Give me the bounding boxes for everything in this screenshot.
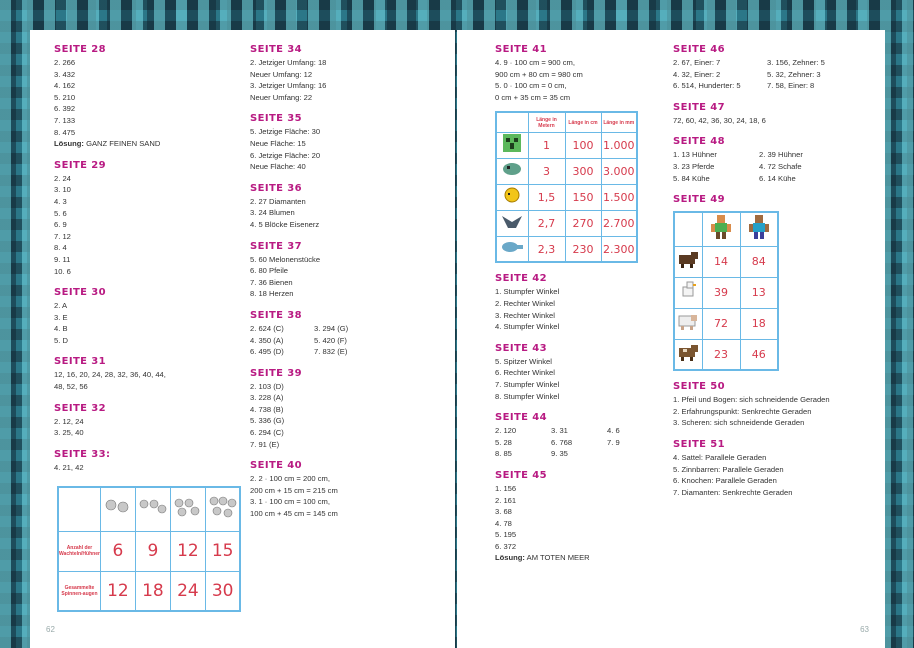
cell: 12 (100, 571, 135, 611)
answer-line: 7. 133 (54, 115, 76, 125)
cell: 14 (702, 246, 740, 277)
answer-line: 5. 210 (54, 92, 76, 102)
table-row (496, 158, 637, 184)
squid-icon (496, 236, 528, 262)
section (495, 273, 670, 332)
cow-icon (674, 246, 702, 277)
table-row (674, 339, 778, 370)
answer-line: 1. Pfeil und Bogen: sich schneidende Geraden (673, 395, 830, 405)
answer-line: 6. 495 (D) (250, 347, 284, 357)
section-title: SEITE 41 (495, 44, 548, 55)
answer-line: 8. 18 Herzen (250, 289, 294, 299)
cell: 1,5 (528, 184, 565, 210)
answer-line: 5. Zinnbarren: Parallele Geraden (673, 464, 784, 474)
answer-line: 7. Stumpfer Winkel (495, 379, 560, 389)
header-meters: Länge in Metern (528, 112, 565, 132)
answer-line: 4. 350 (A) (250, 335, 284, 345)
section-title: SEITE 42 (495, 273, 548, 285)
cell: 1.000 (601, 132, 637, 158)
answer-line: 6. Jetzige Fläche: 20 (250, 150, 321, 160)
answer-line: Neuer Umfang: 22 (250, 92, 313, 102)
table-row (496, 184, 637, 210)
section (250, 241, 445, 300)
answer-line: 2. Jetziger Umfang: 18 (250, 58, 327, 67)
answer-line: 6. Rechter Winkel (495, 368, 555, 378)
section-title: SEITE 36 (250, 182, 303, 194)
answer-line: 7. 832 (E) (314, 347, 348, 357)
section (495, 343, 670, 402)
sheep-icon (674, 308, 702, 339)
cell: 2.300 (601, 236, 637, 262)
answer-line: 4. 5 Blöcke Eisenerz (250, 219, 320, 229)
section-title: SEITE 45 (495, 469, 548, 481)
answer-line: 9. 35 (551, 449, 568, 459)
answer-line: 2. 103 (D) (250, 381, 284, 391)
right-column-2 (673, 44, 878, 508)
cell: 300 (565, 158, 601, 184)
table-row (496, 210, 637, 236)
answer-line: 2. 27 Diamanten (250, 196, 306, 206)
answer-line: 8. Stumpfer Winkel (495, 391, 560, 401)
answer-line: 6. Knochen: Parallele Geraden (673, 476, 777, 486)
section-title: SEITE 47 (673, 101, 726, 113)
answer-line: 3. 31 (551, 426, 568, 436)
answer-line: 5. Spitzer Winkel (495, 356, 552, 366)
cell: 2,7 (528, 210, 565, 236)
solution-text: GANZ FEINEN SAND (83, 139, 161, 149)
table-row (674, 308, 778, 339)
section-title: SEITE 28 (54, 44, 107, 55)
section-title: SEITE 32 (54, 402, 107, 414)
answer-line: 4. 32, Einer: 2 (673, 69, 721, 79)
section-title: SEITE 51 (673, 438, 726, 450)
cell: 18 (135, 571, 170, 611)
zombie-fish-icon (496, 158, 528, 184)
answer-line: 5. 195 (495, 530, 517, 540)
cell: 1 (528, 132, 565, 158)
left-column-1 (54, 44, 234, 483)
answer-line: 2. A (54, 301, 68, 311)
answer-line: 3. 24 Blumen (250, 208, 295, 218)
answer-line: 2. Rechter Winkel (495, 298, 555, 308)
pufferfish-icon (496, 184, 528, 210)
section-title: SEITE 46 (673, 44, 726, 55)
left-page (30, 30, 455, 648)
cell: 12 (170, 531, 205, 571)
seite-46 (673, 44, 878, 92)
cell: 39 (702, 277, 740, 308)
left-column-2 (250, 44, 445, 530)
section (54, 287, 234, 346)
cell: 6 (100, 531, 135, 571)
answer-line: 3. 68 (495, 507, 512, 517)
right-column-1 (495, 44, 670, 574)
answer-line: 5. 28 (495, 437, 512, 447)
seite-47 (673, 102, 878, 127)
cell: 23 (702, 339, 740, 370)
answer-line: Neue Fläche: 40 (250, 162, 306, 172)
answer-line: 1. 156 (495, 483, 517, 493)
answer-line: 4. 162 (54, 81, 76, 91)
answer-line: 2. 624 (C) (250, 323, 284, 333)
answer-line: 3. 156, Zehner: 5 (767, 58, 825, 67)
answer-line: 200 cm + 15 cm = 215 cm (250, 485, 338, 495)
answer-line: 5. 32, Zehner: 3 (767, 69, 821, 79)
seite-41-table (495, 111, 670, 263)
cell: 72 (702, 308, 740, 339)
answer-line: 9. 11 (54, 254, 71, 264)
table-row (674, 277, 778, 308)
section-title: SEITE 29 (54, 159, 107, 171)
answer-line: 7. 58, Einer: 8 (767, 81, 815, 91)
answer-line: 10. 6 (54, 266, 71, 276)
seite-44 (495, 412, 670, 460)
cell: 100 (565, 132, 601, 158)
cell: 15 (205, 531, 240, 571)
answer-line: 4. 738 (B) (250, 404, 284, 414)
answer-line: 3. Jetziger Umfang: 16 (250, 81, 327, 91)
answer-line: 4. 21, 42 (54, 462, 84, 472)
answer-line: 6. 80 Pfeile (250, 266, 288, 276)
section-title: SEITE 34 (250, 44, 303, 55)
section (250, 183, 445, 231)
answer-line: 2. 24 (54, 173, 71, 183)
seite-33-table (57, 486, 241, 612)
cell: 1.500 (601, 184, 637, 210)
answer-line: 2. 67, Einer: 7 (673, 58, 721, 67)
section (673, 381, 878, 429)
chickens-4-icon (205, 487, 240, 531)
answer-line: 5. 420 (F) (314, 335, 347, 345)
section (54, 403, 234, 439)
right-page (457, 30, 885, 648)
answer-line: 2. 39 Hühner (759, 150, 803, 160)
answer-line: 4. 3 (54, 196, 67, 206)
answer-line: 3. 228 (A) (250, 393, 284, 403)
section (250, 44, 445, 103)
answer-line: 3. Rechter Winkel (495, 310, 555, 320)
answer-line: 100 cm + 45 cm = 145 cm (250, 509, 338, 519)
cell: 3.000 (601, 158, 637, 184)
section-title: SEITE 35 (250, 113, 303, 125)
answer-line: 8. 475 (54, 127, 76, 137)
answer-line: 6. 768 (551, 437, 573, 447)
cell: 9 (135, 531, 170, 571)
section (54, 356, 234, 392)
page-number: 63 (860, 625, 869, 634)
answer-line: 2. Erfahrungspunkt: Senkrechte Geraden (673, 406, 812, 416)
answer-line: 3. 1 · 100 cm = 100 cm, (250, 497, 330, 507)
answer-line: 3. 23 Pferde (673, 161, 715, 171)
solution-label: Lösung: (495, 553, 525, 563)
seite-48 (673, 136, 878, 184)
answer-line: 4. 9 · 100 cm = 900 cm, (495, 58, 575, 67)
section-title: SEITE 48 (673, 136, 726, 148)
cell: 18 (740, 308, 778, 339)
answer-line: 1. Stumpfer Winkel (495, 287, 560, 297)
answer-line: 4. 78 (495, 518, 512, 528)
answer-line: 7. Diamanten: Senkrechte Geraden (673, 487, 793, 497)
answer-line: 5. 6 (54, 208, 67, 218)
answer-line: 3. 294 (G) (314, 323, 349, 333)
answer-line: 900 cm + 80 cm = 980 cm (495, 69, 583, 79)
solution-line (54, 138, 234, 150)
answer-line: 3. E (54, 312, 68, 322)
answer-line: 2. 2 · 100 cm = 200 cm, (250, 474, 330, 484)
answer-line: 2. 161 (495, 495, 517, 505)
answer-line: 3. 432 (54, 69, 76, 79)
answer-line: 2. 266 (54, 58, 76, 67)
section-title: SEITE 30 (54, 287, 107, 299)
answer-line: 7. 36 Bienen (250, 277, 293, 287)
answer-line: 2. 12, 24 (54, 416, 84, 426)
answer-line: 5. D (54, 335, 68, 345)
table-row (496, 132, 637, 158)
section (250, 368, 445, 451)
cell: 30 (205, 571, 240, 611)
answer-line: 5. Jetzige Fläche: 30 (250, 127, 321, 137)
answer-line: 5. 336 (G) (250, 416, 285, 426)
answer-line: 8. 4 (54, 243, 67, 253)
section-title: SEITE 49 (673, 194, 726, 206)
section-title: SEITE 31 (54, 356, 107, 368)
cell: 270 (565, 210, 601, 236)
seite-38 (250, 310, 445, 358)
section (54, 449, 234, 474)
table-row (496, 236, 637, 262)
section-title: SEITE 38 (250, 309, 303, 321)
answer-line: 3. 10 (54, 185, 71, 195)
answer-line: 48, 52, 56 (54, 382, 88, 392)
section (673, 439, 878, 498)
answer-line: 8. 85 (495, 449, 512, 459)
answer-line: 6. 294 (C) (250, 428, 284, 438)
answer-line: 6. 392 (54, 104, 76, 114)
chicken-icon (674, 277, 702, 308)
table-row (674, 246, 778, 277)
answer-line: 72, 60, 42, 36, 30, 24, 18, 6 (673, 115, 766, 125)
solution-line (495, 552, 670, 564)
seite-45 (495, 470, 670, 564)
answer-line: Neuer Umfang: 12 (250, 69, 313, 79)
cell: 84 (740, 246, 778, 277)
answer-line: 6. 514, Hunderter: 5 (673, 81, 741, 91)
chickens-1-icon (100, 487, 135, 531)
answer-line: 7. 12 (54, 231, 71, 241)
cell: 2.700 (601, 210, 637, 236)
seite-41 (495, 44, 670, 103)
cell: 3 (528, 158, 565, 184)
header-mm: Länge in mm (601, 112, 637, 132)
chickens-2-icon (135, 487, 170, 531)
section-title: SEITE 44 (495, 412, 548, 424)
section-title: SEITE 40 (250, 460, 303, 472)
cell: 13 (740, 277, 778, 308)
page-number: 62 (46, 625, 55, 634)
answer-line: 7. 9 (607, 437, 620, 447)
answer-line: 2. 120 (495, 426, 517, 436)
section (250, 460, 445, 519)
answer-line: 5. 84 Kühe (673, 173, 710, 183)
section-title: SEITE 43 (495, 342, 548, 354)
answer-line: Neue Fläche: 15 (250, 138, 306, 148)
cell: 24 (170, 571, 205, 611)
answer-line: 3. Scheren: sich schneidende Geraden (673, 418, 805, 428)
answer-line: 5. 60 Melonenstücke (250, 254, 321, 264)
cell: 46 (740, 339, 778, 370)
section-title: SEITE 50 (673, 381, 726, 393)
steve-character-icon (740, 212, 778, 246)
answer-line: 4. Stumpfer Winkel (495, 322, 560, 332)
phantom-icon (496, 210, 528, 236)
alex-character-icon (702, 212, 740, 246)
cell: 150 (565, 184, 601, 210)
answer-line: 4. 6 (607, 426, 620, 436)
cell: 2,3 (528, 236, 565, 262)
answer-line: 4. Sattel: Parallele Geraden (673, 452, 767, 462)
seite-49 (673, 194, 878, 371)
solution-label: Lösung: (54, 139, 84, 149)
answer-line: 0 cm + 35 cm = 35 cm (495, 92, 571, 102)
chickens-3-icon (170, 487, 205, 531)
answer-line: 4. B (54, 324, 68, 334)
cell: 230 (565, 236, 601, 262)
header-cm: Länge in cm (565, 112, 601, 132)
answer-line: 7. 91 (E) (250, 439, 280, 449)
answer-line: 6. 14 Kühe (759, 173, 796, 183)
section-title: SEITE 39 (250, 367, 303, 379)
answer-line: 3. 25, 40 (54, 428, 84, 438)
row-label-spider-eyes: Gesammelte Spinnen-augen (58, 571, 100, 611)
section-title: SEITE 33: (54, 448, 111, 460)
section-title: SEITE 37 (250, 240, 303, 252)
row-label-chickens: Anzahl der Wachteln/Hühner (58, 531, 100, 571)
brown-cow-icon (674, 339, 702, 370)
answer-line: 4. 72 Schafe (759, 161, 802, 171)
answer-line: 6. 9 (54, 220, 67, 230)
answer-line: 5. 0 · 100 cm = 0 cm, (495, 81, 567, 91)
section (54, 44, 234, 150)
answer-line: 12, 16, 20, 24, 28, 32, 36, 40, 44, (54, 370, 166, 380)
section (250, 113, 445, 172)
creeper-head-icon (496, 132, 528, 158)
answer-line: 1. 13 Hühner (673, 150, 717, 160)
solution-text: AM TOTEN MEER (524, 553, 590, 563)
section (54, 160, 234, 277)
answer-line: 6. 372 (495, 541, 517, 551)
